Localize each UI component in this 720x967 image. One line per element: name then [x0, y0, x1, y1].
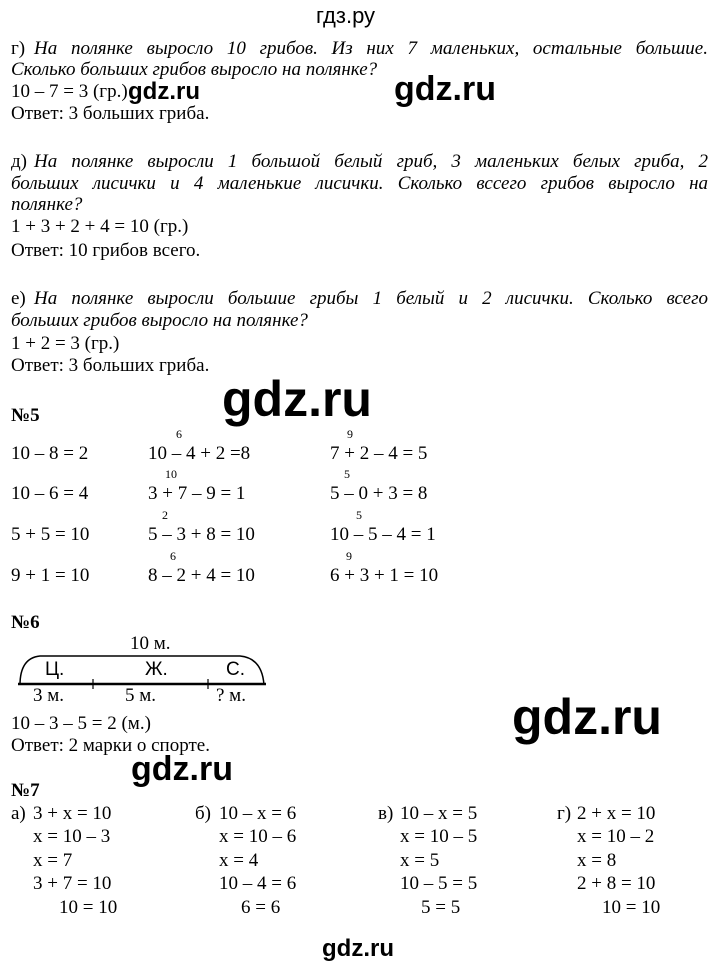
- watermark-5: gdz.ru: [131, 750, 233, 788]
- task-g-solution: 10 – 7 = 3 (гр.): [11, 81, 128, 102]
- task-7a-line-2: x = 10 – 3: [33, 826, 111, 847]
- task-5-col1-row4: 9 + 1 = 10: [11, 565, 90, 586]
- task-7a-line-3: x = 7: [33, 850, 73, 871]
- task-5-col3-sup3: 5: [356, 508, 362, 522]
- task-5-col2-row4: 8 – 2 + 4 = 10: [148, 565, 255, 586]
- watermark-3: gdz.ru: [222, 371, 372, 427]
- task-7a-line-5: 10 = 10: [59, 897, 118, 918]
- task-7v-line-5: 5 = 5: [421, 897, 461, 918]
- task-7v-line-1: 10 – x = 5: [400, 803, 478, 824]
- task-e-line-2: больших грибов выросло на полянке?: [11, 310, 308, 331]
- task-7a-label: а): [11, 803, 26, 824]
- task-7g-line-3: x = 8: [577, 850, 617, 871]
- task-7g-line-4: 2 + 8 = 10: [577, 873, 656, 894]
- task-7b-line-4: 10 – 4 = 6: [219, 873, 297, 894]
- task-7b-line-3: x = 4: [219, 850, 259, 871]
- task-5-col2-row2: 3 + 7 – 9 = 1: [148, 483, 246, 504]
- watermark-2: gdz.ru: [394, 70, 496, 108]
- task-5-title: №5: [11, 405, 40, 426]
- task-5-col3-sup1: 9: [347, 427, 353, 441]
- watermark-footer: gdz.ru: [322, 935, 394, 962]
- task-7v-line-3: x = 5: [400, 850, 440, 871]
- task-d-line-2: больших лисички и 4 маленькие лисички. Сколько вссего грибов выросло на: [11, 173, 708, 194]
- task-g-label: г): [11, 38, 26, 59]
- task-5-col2-sup3: 2: [162, 508, 168, 522]
- task-7v-line-2: x = 10 – 5: [400, 826, 478, 847]
- task-7b-line-2: x = 10 – 6: [219, 826, 297, 847]
- task-e-solution: 1 + 2 = 3 (гр.): [11, 333, 120, 354]
- task-d-solution: 1 + 3 + 2 + 4 = 10 (гр.): [11, 216, 189, 237]
- segment-label-s: С.: [226, 659, 245, 680]
- task-5-col3-row3: 10 – 5 – 4 = 1: [330, 524, 436, 545]
- task-6-title: №6: [11, 612, 40, 633]
- task-5-col2-row3: 5 – 3 + 8 = 10: [148, 524, 255, 545]
- task-d-label: д): [11, 151, 27, 172]
- task-5-col3-row2: 5 – 0 + 3 = 8: [330, 483, 428, 504]
- task-7g-line-2: x = 10 – 2: [577, 826, 655, 847]
- watermark-4: gdz.ru: [512, 689, 662, 745]
- task-5-col2-row1: 10 – 4 + 2 =8: [148, 443, 251, 464]
- task-5-col2-sup2: 10: [165, 467, 177, 481]
- page-header: гдз.ру: [316, 3, 376, 28]
- task-6-answer: Ответ: 2 марки о спорте.: [11, 735, 210, 756]
- task-7g-line-5: 10 = 10: [602, 897, 661, 918]
- segment-length-3: ? м.: [216, 685, 246, 706]
- task-d-line-1: На полянке выросли 1 большой белый гриб, 3 маленьких белых гриба, 2: [34, 151, 708, 172]
- task-7b-label: б): [195, 803, 211, 824]
- task-d-answer: Ответ: 10 грибов всего.: [11, 240, 201, 261]
- task-g-line-2: Сколько больших грибов выросло на полянке?: [11, 59, 378, 80]
- task-7g-line-1: 2 + x = 10: [577, 803, 656, 824]
- task-5-col3-sup2: 5: [344, 467, 350, 481]
- task-e-answer: Ответ: 3 больших гриба.: [11, 355, 210, 376]
- task-7b-line-1: 10 – x = 6: [219, 803, 297, 824]
- task-5-col3-row4: 6 + 3 + 1 = 10: [330, 565, 439, 586]
- segment-length-2: 5 м.: [125, 685, 157, 706]
- task-7g-label: г): [557, 803, 572, 824]
- task-e-label: е): [11, 288, 26, 309]
- task-d-line-3: полянке?: [11, 194, 83, 215]
- segment-label-zh: Ж.: [145, 659, 168, 680]
- task-7a-line-4: 3 + 7 = 10: [33, 873, 112, 894]
- task-5-col1-row1: 10 – 8 = 2: [11, 443, 89, 464]
- segment-label-ts: Ц.: [45, 659, 65, 680]
- task-5-col1-row2: 10 – 6 = 4: [11, 483, 89, 504]
- task-6-total-length: 10 м.: [130, 633, 171, 654]
- task-5-col1-row3: 5 + 5 = 10: [11, 524, 90, 545]
- task-5-col2-sup1: 6: [176, 427, 182, 441]
- task-5-col2-sup4: 6: [170, 549, 176, 563]
- watermark-1: gdz.ru: [128, 78, 200, 105]
- task-g-answer: Ответ: 3 больших гриба.: [11, 103, 210, 124]
- segment-length-1: 3 м.: [33, 685, 65, 706]
- task-7-title: №7: [11, 780, 40, 801]
- task-g-line-1: На полянке выросло 10 грибов. Из них 7 маленьких, остальные большие.: [34, 38, 708, 59]
- task-7a-line-1: 3 + x = 10: [33, 803, 112, 824]
- task-5-col3-sup4: 9: [346, 549, 352, 563]
- task-7b-line-5: 6 = 6: [241, 897, 281, 918]
- task-6-solution: 10 – 3 – 5 = 2 (м.): [11, 713, 151, 734]
- task-5-col3-row1: 7 + 2 – 4 = 5: [330, 443, 428, 464]
- task-7v-line-4: 10 – 5 = 5: [400, 873, 478, 894]
- task-7v-label: в): [378, 803, 394, 824]
- task-e-line-1: На полянке выросли большие грибы 1 белый и 2 лисички. Сколько всего: [34, 288, 708, 309]
